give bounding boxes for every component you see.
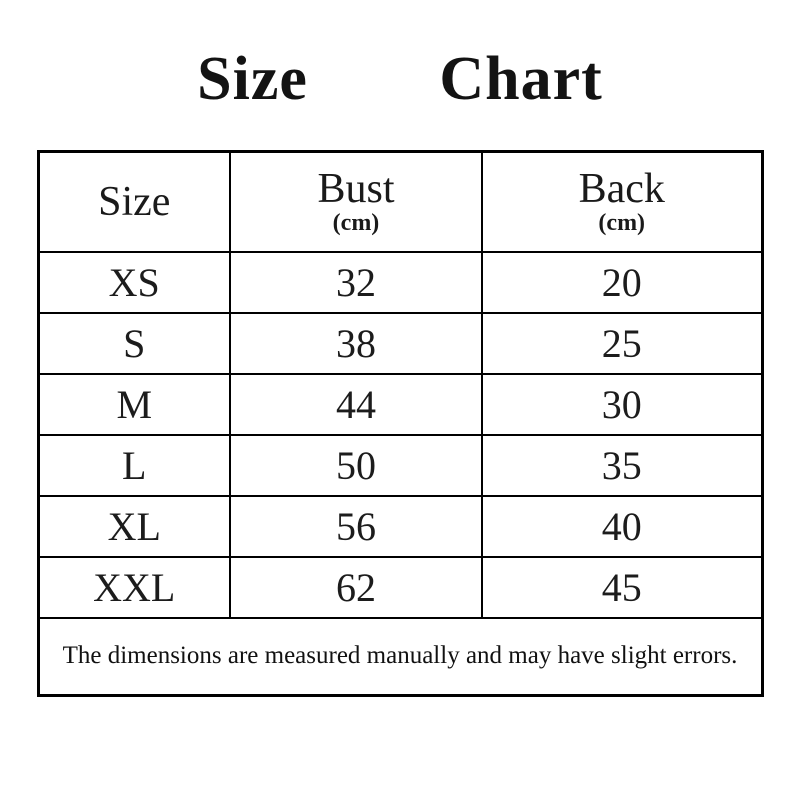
col-header-back-unit: (cm) (598, 210, 646, 237)
bust-cell: 38 (230, 313, 482, 374)
size-cell: M (38, 374, 230, 435)
back-cell: 20 (482, 252, 762, 313)
size-cell: L (38, 435, 230, 496)
table-row-l (38, 435, 762, 496)
size-cell: S (38, 313, 230, 374)
table-row-xl (38, 496, 762, 557)
size-chart-table (37, 150, 764, 697)
bust-cell: 56 (230, 496, 482, 557)
table-row-s (38, 313, 762, 374)
table-row-xs (38, 252, 762, 313)
page-title: Size Chart (197, 45, 603, 113)
bust-cell: 44 (230, 374, 482, 435)
size-cell: XXL (38, 557, 230, 618)
header-row (38, 152, 762, 252)
col-header-size (38, 152, 230, 252)
col-header-bust-label: Bust (317, 166, 395, 213)
table-header (38, 152, 762, 252)
measurement-note: The dimensions are measured manually and may have slight errors. (38, 618, 762, 696)
table-row-xxl (38, 557, 762, 618)
back-cell: 35 (482, 435, 762, 496)
col-header-size-label: Size (98, 178, 171, 225)
bust-cell: 62 (230, 557, 482, 618)
table-row-m (38, 374, 762, 435)
bust-cell: 50 (230, 435, 482, 496)
col-header-bust-unit: (cm) (332, 210, 380, 237)
size-cell: XS (38, 252, 230, 313)
col-header-back (482, 152, 762, 252)
table-body (38, 252, 762, 696)
back-cell: 40 (482, 496, 762, 557)
size-cell: XL (38, 496, 230, 557)
back-cell: 30 (482, 374, 762, 435)
col-header-back-label: Back (578, 166, 665, 213)
back-cell: 45 (482, 557, 762, 618)
back-cell: 25 (482, 313, 762, 374)
col-header-bust (230, 152, 482, 252)
table-row-note (38, 618, 762, 696)
bust-cell: 32 (230, 252, 482, 313)
